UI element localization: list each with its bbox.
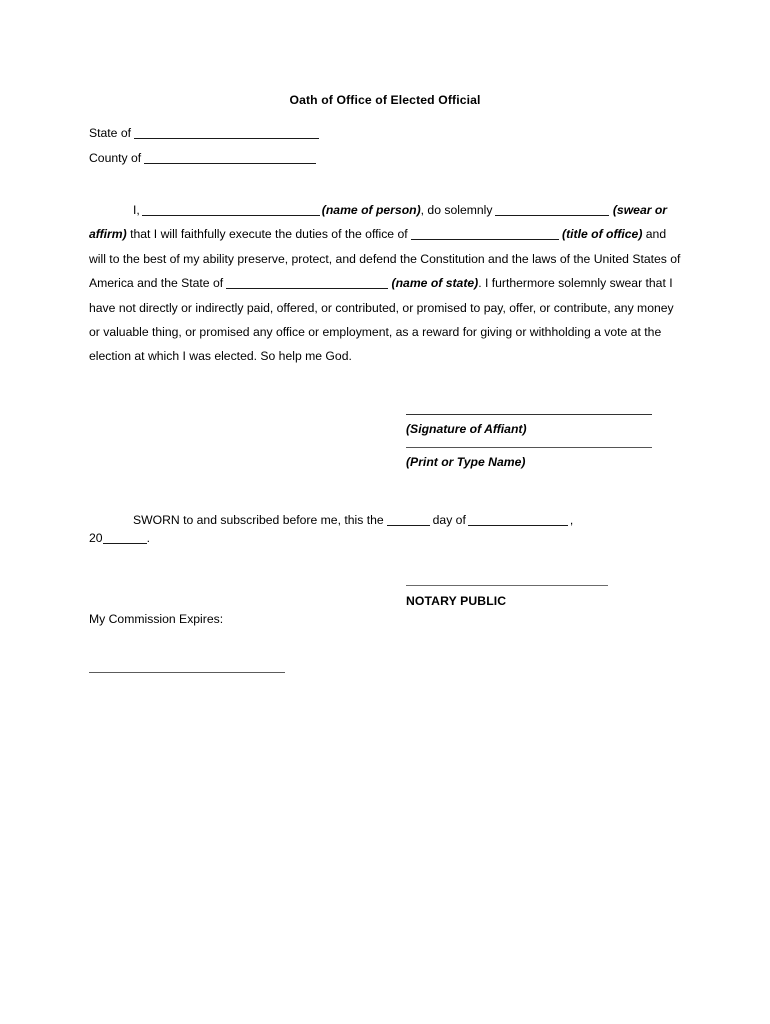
after-title-text: and will to the best of my ability preserve, protect, and defend the Constitution and the laws of the United States of America and the State of — [89, 227, 681, 291]
oath-line1-prefix: I, — [133, 203, 140, 217]
print-or-type-name-label: (Print or Type Name) — [406, 455, 526, 469]
year-prefix: 20 — [89, 530, 103, 545]
month-blank[interactable] — [468, 525, 568, 526]
signature-block — [406, 414, 656, 480]
oath-body — [89, 198, 681, 369]
oath-closing-text: . I furthermore solemnly swear that I have not directly or indirectly paid, offered, or contributed, or promised to pay, offer, or contribute, any money or valuable thing, or promised any office or employment, as a reward for giving or withholding a vote at the election at which I was elected. So help me God. — [89, 276, 674, 364]
after-swear-text: that I will faithfully execute the duties of the office of — [130, 227, 408, 242]
name-of-person-blank[interactable] — [142, 215, 320, 216]
swear-or-affirm-label: (swear or affirm) — [89, 203, 668, 242]
name-of-state-blank[interactable] — [226, 288, 388, 289]
state-field-line — [89, 126, 319, 140]
oath-paragraph — [89, 198, 681, 369]
sworn-statement-block — [89, 512, 689, 547]
title-of-office-blank[interactable] — [411, 239, 559, 240]
name-of-person-label: (name of person) — [321, 203, 421, 217]
sworn-paragraph — [89, 512, 689, 547]
state-label: State of — [89, 126, 132, 140]
signature-of-affiant-label: (Signature of Affiant) — [406, 422, 527, 436]
title-of-office-label: (title of office) — [562, 227, 643, 242]
year-blank[interactable] — [103, 543, 147, 544]
county-field-line — [89, 151, 316, 165]
state-blank-line[interactable] — [134, 138, 319, 139]
sworn-text-part2: day of — [432, 513, 466, 527]
sworn-text-part1: SWORN to and subscribed before me, this the — [133, 513, 384, 527]
year-suffix: . — [146, 530, 150, 545]
after-person-text: , do solemnly — [420, 203, 493, 217]
commission-expires-line[interactable] — [89, 672, 285, 673]
county-label: County of — [89, 151, 142, 165]
day-blank[interactable] — [387, 525, 430, 526]
notary-block — [406, 585, 636, 608]
swear-or-affirm-blank[interactable] — [495, 215, 609, 216]
notary-public-label: NOTARY PUBLIC — [406, 594, 507, 608]
commission-expires-label: My Commission Expires: — [89, 612, 224, 626]
county-blank-line[interactable] — [144, 163, 316, 164]
sworn-text-part3: , — [569, 513, 574, 527]
name-of-state-label: (name of state) — [391, 276, 479, 291]
page-title: Oath of Office of Elected Official — [289, 93, 481, 107]
